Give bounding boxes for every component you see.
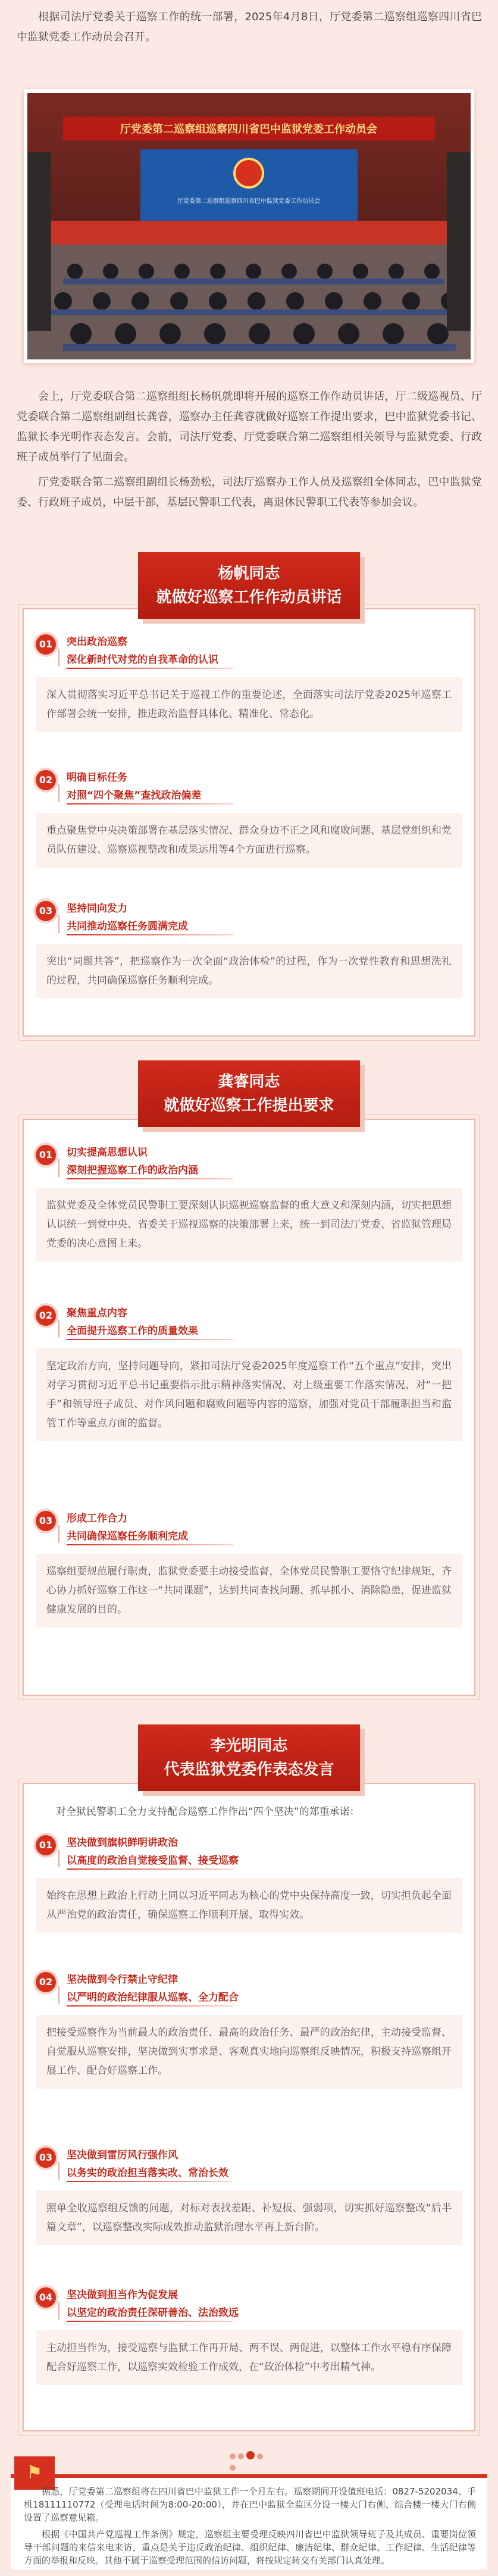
point-body: 主动担当作为，接受巡察与监狱工作再开局、两不误、两促进，以整体工作水平稳有序保障配合好巡察工作，以巡察实效检验工作成效，在“政治体检”中考出精气神。 [36, 2330, 462, 2385]
body-paragraph: 会上，厅党委联合第二巡察组组长杨帆就即将开展的巡察工作作动员讲话，厅二级巡视员、厅党委联合第二巡察组副组长龚睿，巡察办主任龚睿就做好巡察工作提出要求，巴中监狱党委书记、监狱长李光明作表态发言。会前，司法厅党委、厅党委联合第二巡察组相关领导与监狱党委、行政班子成员举行了见面会。 [17, 390, 482, 464]
point-body: 监狱党委及全体党员民警职工要深刻认识巡视巡察监督的重大意义和深刻内涵，切实把思想认识统一到党中央、省委关于巡视巡察的决策部署上来，统一到司法厅党委、省监狱管理局党委的决心意图上来。 [36, 1188, 462, 1262]
section-title-subject: 代表监狱党委作表态发言 [164, 1761, 334, 1779]
point-title: 坚决做到雷厉风行强作风 [67, 2149, 178, 2161]
section-title-name: 李光明同志 [210, 1737, 288, 1755]
footer-notice [11, 2462, 487, 2569]
point-title: 突出政治巡察 [67, 636, 127, 648]
point-subtitle: 以高度的政治自觉接受监督、接受巡察 [67, 1852, 239, 1867]
speech-point [36, 1143, 462, 1262]
point-body: 始终在思想上政治上行动上同以习近平同志为核心的党中央保持高度一致，切实担负起全面从严治党的政治责任，确保巡察工作顺利开展、取得实效。 [36, 1878, 462, 1933]
point-subtitle: 共同确保巡察任务顺利完成 [67, 1528, 188, 1542]
body-paragraph: 厅党委联合第二巡察组副组长杨劲松，司法厅巡察办工作人员及巡察组全体同志，巴中监狱党委、行政班子成员，中层干部，基层民警职工代表，离退休民警职工代表等参加会议。 [17, 476, 482, 509]
point-subtitle: 对照“四个聚焦”查找政治偏差 [67, 787, 201, 802]
speech-point [36, 768, 462, 868]
footer-paragraph-hidden [24, 2569, 474, 2570]
section-banner-yangfan [138, 552, 360, 619]
point-title: 坚决做到旗帜鲜明讲政治 [67, 1837, 178, 1849]
point-number: 03 [36, 901, 56, 921]
point-title: 明确目标任务 [67, 772, 127, 784]
meeting-photo [24, 89, 474, 363]
section-title-subject: 就做好巡察工作作动员讲话 [156, 589, 342, 606]
point-number: 03 [36, 1511, 56, 1531]
divider-dots [228, 2450, 270, 2460]
point-title: 坚决做到担当作为促发展 [67, 2289, 178, 2301]
point-body: 照单全收巡察组反馈的问题，对标对表找差距、补短板、强弱项，切实抓好巡察整改“后半篇文章”，以巡察整改实际成效推动监狱治理水平再上新台阶。 [36, 2190, 462, 2245]
point-title: 切实提高思想认识 [67, 1147, 148, 1159]
point-number: 01 [36, 1145, 56, 1165]
point-number: 01 [36, 634, 56, 655]
point-body: 深入贯彻落实习近平总书记关于巡视工作的重要论述，全面落实司法厅党委2025年巡察工作部署会统一安排，推进政治监督具体化、精准化、常态化。 [36, 677, 462, 732]
footer-paragraph: 据悉，厅党委第二巡察组将在四川省巴中监狱工作一个月左右。巡察期间开设值班电话：0827-5202034、手机18111110772（受理电话时间为8:00-20:00），并在巴中监狱全监区分设一楼大门右侧、综合楼一楼大门右侧设置了巡察意见箱。 [24, 2486, 476, 2523]
flag-icon: ⚑ [14, 2456, 55, 2490]
point-number: 02 [36, 1972, 56, 1992]
point-number: 04 [36, 2287, 56, 2308]
section-lead: 对全狱民警职工全力支持配合巡察工作作出“四个坚决”的郑重承诺： [56, 1806, 360, 1818]
point-subtitle: 全面提升巡察工作的质量效果 [67, 1322, 198, 1337]
point-body: 巡察组要规范履行职责，监狱党委要主动接受监督，全体党员民警职工要恪守纪律规矩，齐心协力抓好巡察工作这一“共同课题”，达到共同查找问题、抓早抓小、消除隐患，促进监狱健康发展的目的。 [36, 1554, 462, 1627]
point-number: 01 [36, 1835, 56, 1855]
point-body: 突出“同题共答”，把巡察作为一次全面“政治体检”的过程，作为一次党性教育和思想洗礼的过程，共同确保巡察任务顺利完成。 [36, 944, 462, 999]
speech-point [36, 1303, 462, 1441]
point-subtitle: 深刻把握巡察工作的政治内涵 [67, 1162, 198, 1176]
section-banner-gongrui [138, 1060, 360, 1127]
speech-point [36, 1970, 462, 2089]
section-title-subject: 就做好巡察工作提出要求 [164, 1097, 334, 1115]
point-subtitle: 共同推动巡察任务圆满完成 [67, 918, 188, 932]
body-paragraphs [17, 387, 482, 518]
section-banner-liguangming [138, 1724, 360, 1791]
point-title: 形成工作合力 [67, 1513, 127, 1525]
point-title: 聚焦重点内容 [67, 1307, 127, 1319]
section-title-name: 龚睿同志 [218, 1073, 280, 1091]
point-number: 02 [36, 1306, 56, 1326]
point-title: 坚决做到令行禁止守纪律 [67, 1974, 178, 1986]
speech-point [36, 1508, 462, 1627]
speech-point [36, 2145, 462, 2245]
point-body: 重点聚焦党中央决策部署在基层落实情况、群众身边不正之风和腐败问题、基层党组织和党员队伍建设、巡察巡视整改和成果运用等4个方面进行巡察。 [36, 813, 462, 868]
point-body: 把接受巡察作为当前最大的政治责任、最高的政治任务、最严的政治纪律，主动接受监督、自觉服从巡察安排，坚决做到实事求是、客观真实地向巡察组反映情况，积极支持巡察组开展工作、配合好巡察工作。 [36, 2015, 462, 2089]
point-subtitle: 深化新时代对党的自我革命的认识 [67, 651, 218, 666]
speech-point [36, 1833, 462, 1933]
photo-stage-text: 厅党委第二巡察组巡察四川省巴中监狱党委工作动员会 [177, 198, 320, 205]
point-subtitle: 以坚定的政治责任深研善治、法治致远 [67, 2304, 239, 2319]
speech-point [36, 899, 462, 999]
point-subtitle: 以务实的政治担当落实改、常治长效 [67, 2164, 228, 2179]
speech-point [36, 632, 462, 732]
point-number: 02 [36, 770, 56, 790]
point-subtitle: 以严明的政治纪律服从巡察、全力配合 [67, 1989, 239, 2004]
point-title: 坚持同向发力 [67, 903, 127, 915]
section-title-name: 杨帆同志 [218, 565, 280, 583]
point-number: 03 [36, 2148, 56, 2168]
intro-paragraph: 根据司法厅党委关于巡察工作的统一部署，2025年4月8日，厅党委第二巡察组巡察四川省巴中监狱党委工作动员会召开。 [17, 11, 482, 43]
footer-paragraph: 根据《中国共产党巡视工作条例》规定，巡察组主要受理反映四川省巴中监狱领导班子及其成员、重要岗位领导干部问题的来信来电来访，重点是关于违反政治纪律、组织纪律、廉洁纪律、群众纪律、工作纪律、生活纪律等方面的举报和反映。其他不属于巡察受理范围的信访问题，将按规定转交有关部门认真处理。 [24, 2529, 476, 2566]
photo-banner-text: 厅党委第二巡察组巡察四川省巴中监狱党委工作动员会 [120, 123, 377, 136]
speech-point [36, 2285, 462, 2385]
point-body: 坚定政治方向，坚持问题导向，紧扣司法厅党委2025年度巡察工作“五个重点”安排，突出对学习贯彻习近平总书记重要指示批示精神落实情况、对上级重要工作落实情况、对“一把手”和领导班子成员、对作风问题和腐败问题等内容的巡察，加强对党员干部履职担当和监管工作等重点方面的监督。 [36, 1348, 462, 1441]
